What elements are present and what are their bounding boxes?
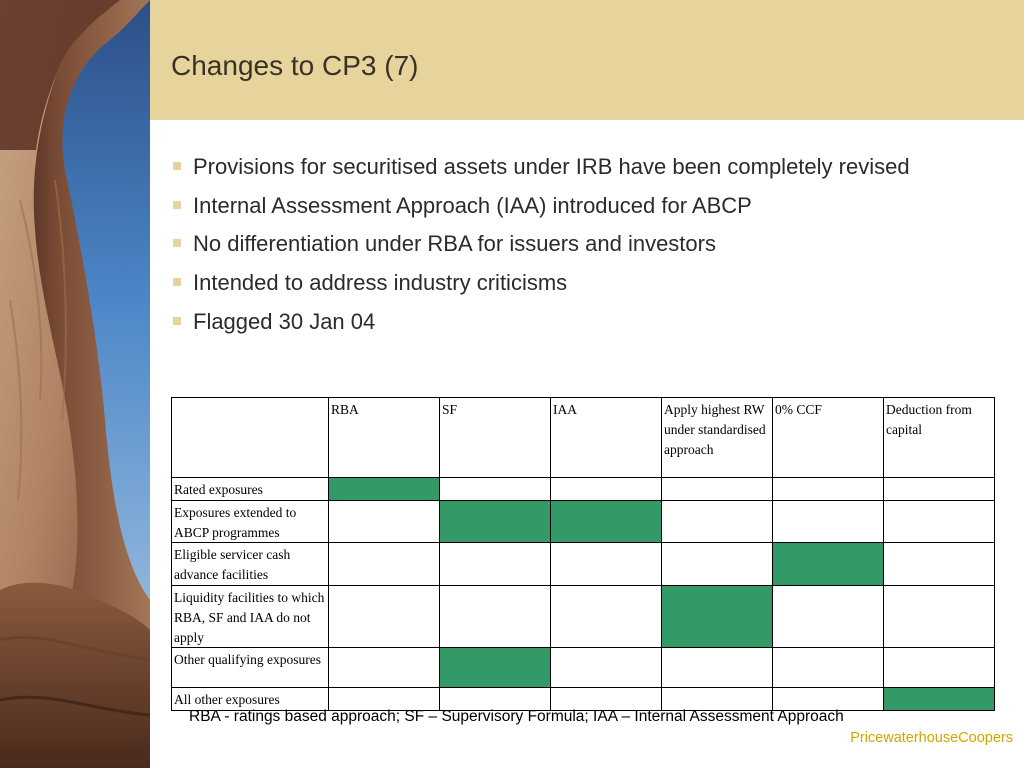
table-cell bbox=[329, 543, 440, 586]
table-cell bbox=[773, 500, 884, 543]
footnote: RBA - ratings based approach; SF – Supervisory Formula; IAA – Internal Assessment Approach bbox=[189, 708, 844, 725]
row-label: Rated exposures bbox=[172, 478, 329, 501]
table-cell bbox=[440, 478, 551, 501]
header-cell: Apply highest RW under standardised approach bbox=[662, 398, 773, 478]
header-cell: Deduction from capital bbox=[884, 398, 995, 478]
highlighted-cell bbox=[773, 543, 884, 586]
square-bullet-icon bbox=[173, 201, 181, 209]
highlighted-cell bbox=[329, 478, 440, 501]
header-cell: RBA bbox=[329, 398, 440, 478]
table-cell bbox=[329, 585, 440, 647]
table-cell bbox=[662, 543, 773, 586]
square-bullet-icon bbox=[173, 162, 181, 170]
table-row bbox=[172, 478, 995, 501]
row-label: Exposures extended to ABCP programmes bbox=[172, 500, 329, 543]
table-cell bbox=[662, 478, 773, 501]
table-cell bbox=[329, 500, 440, 543]
table-cell bbox=[551, 648, 662, 688]
highlighted-cell bbox=[662, 585, 773, 647]
table-cell bbox=[884, 478, 995, 501]
bullet-item: Flagged 30 Jan 04 bbox=[172, 303, 972, 342]
table-cell bbox=[884, 648, 995, 688]
table-cell bbox=[551, 478, 662, 501]
row-label: All other exposures bbox=[172, 688, 329, 711]
header-cell bbox=[172, 398, 329, 478]
bullet-item: Provisions for securitised assets under IRB have been completely revised bbox=[172, 148, 972, 187]
table-cell bbox=[773, 585, 884, 647]
table-row bbox=[172, 648, 995, 688]
bullet-list bbox=[172, 148, 972, 342]
row-label: Liquidity facilities to which RBA, SF and IAA do not apply bbox=[172, 585, 329, 647]
table-row bbox=[172, 500, 995, 543]
header-cell: 0% CCF bbox=[773, 398, 884, 478]
table-cell bbox=[551, 585, 662, 647]
table-cell bbox=[884, 500, 995, 543]
square-bullet-icon bbox=[173, 317, 181, 325]
table-row bbox=[172, 543, 995, 586]
table-cell bbox=[329, 648, 440, 688]
highlighted-cell bbox=[551, 500, 662, 543]
canyon-photo bbox=[0, 0, 150, 768]
bullet-item: No differentiation under RBA for issuers and investors bbox=[172, 225, 972, 264]
highlighted-cell bbox=[440, 500, 551, 543]
table-header-row bbox=[172, 398, 995, 478]
table-cell bbox=[551, 543, 662, 586]
table-cell bbox=[884, 585, 995, 647]
table-cell bbox=[884, 543, 995, 586]
highlighted-cell bbox=[884, 688, 995, 711]
header-cell: IAA bbox=[551, 398, 662, 478]
square-bullet-icon bbox=[173, 278, 181, 286]
slide-title: Changes to CP3 (7) bbox=[171, 50, 419, 81]
bullet-item: Intended to address industry criticisms bbox=[172, 264, 972, 303]
table-cell bbox=[773, 478, 884, 501]
table-cell bbox=[662, 500, 773, 543]
header-cell: SF bbox=[440, 398, 551, 478]
table-cell bbox=[773, 648, 884, 688]
treatment-matrix-table bbox=[171, 397, 995, 711]
table-cell bbox=[440, 543, 551, 586]
table-cell bbox=[662, 648, 773, 688]
brand-name: PricewaterhouseCoopers bbox=[850, 730, 1013, 746]
row-label: Other qualifying exposures bbox=[172, 648, 329, 688]
table-cell bbox=[440, 585, 551, 647]
table-row bbox=[172, 585, 995, 647]
bullet-item: Internal Assessment Approach (IAA) introduced for ABCP bbox=[172, 187, 972, 226]
square-bullet-icon bbox=[173, 239, 181, 247]
highlighted-cell bbox=[440, 648, 551, 688]
row-label: Eligible servicer cash advance facilities bbox=[172, 543, 329, 586]
